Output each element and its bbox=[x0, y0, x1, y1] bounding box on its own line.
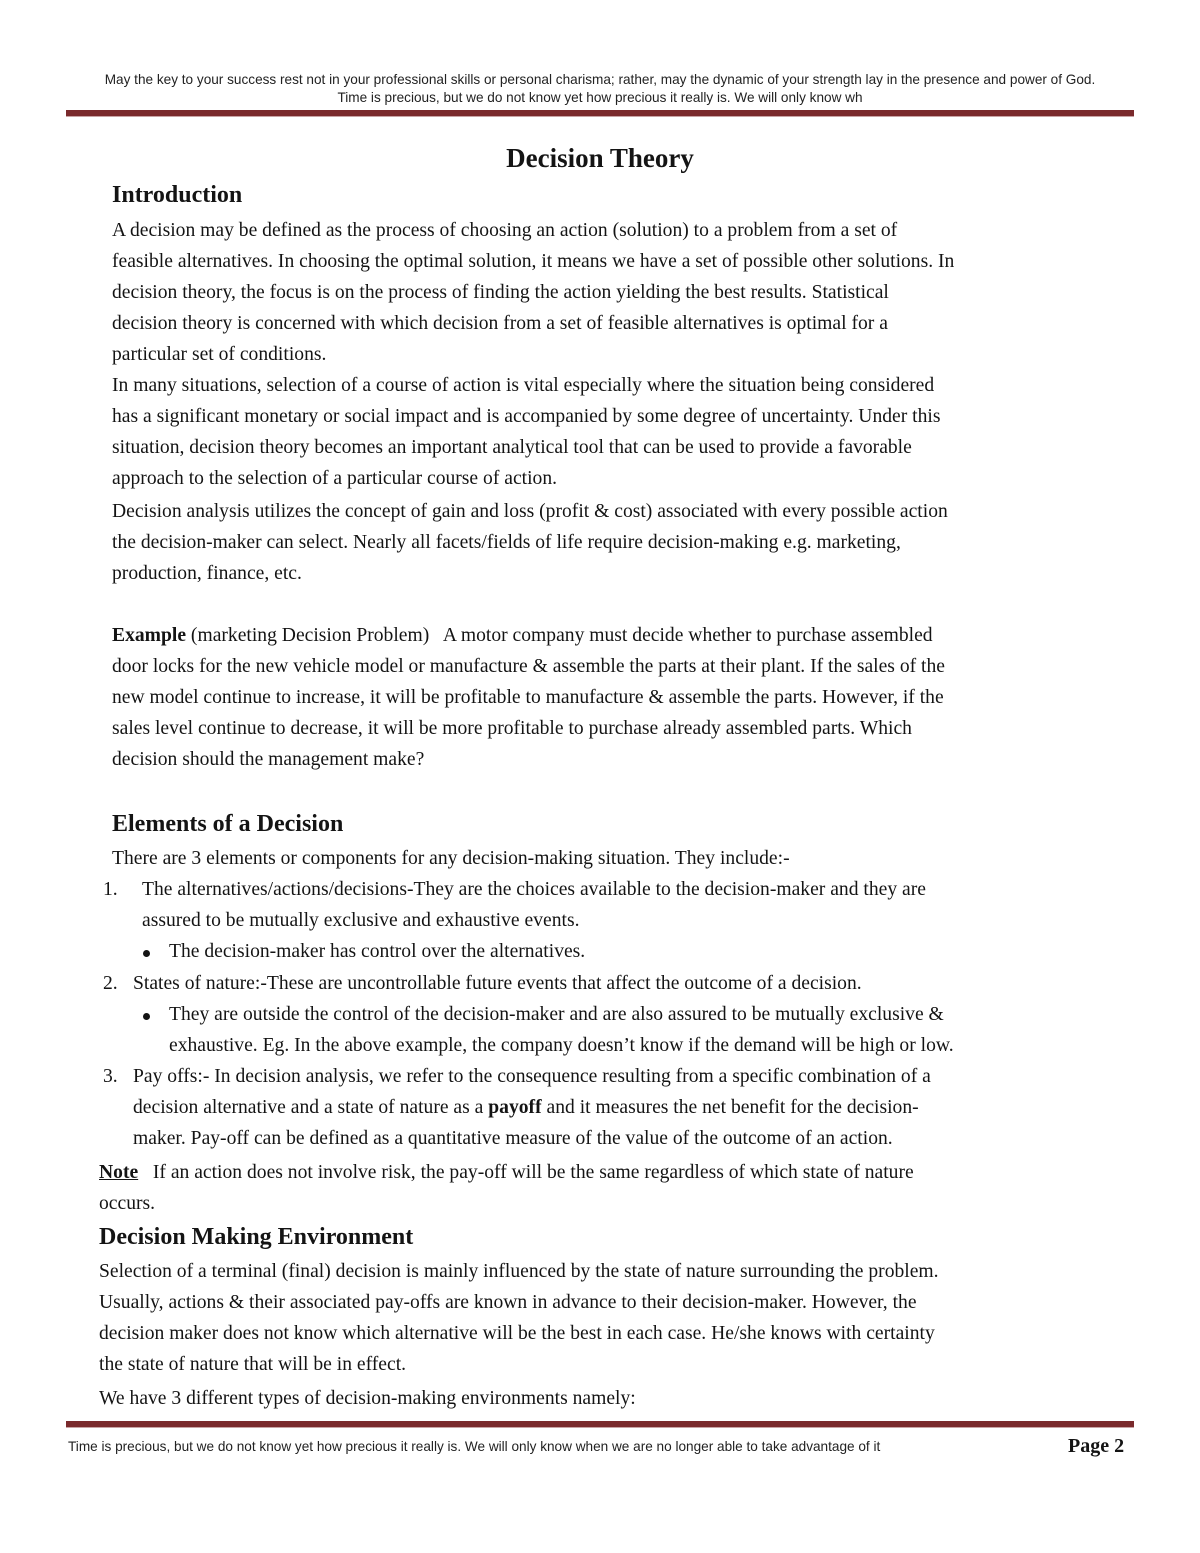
list-number-2: 2. bbox=[103, 973, 118, 994]
text-segment: and it measures the net benefit for the decision- bbox=[541, 1097, 919, 1118]
footer-text: Time is precious, but we do not know yet how precious it really is. We will only know when we are no longer able to take advantage of it bbox=[68, 1439, 881, 1454]
text-line: decision should the management make? bbox=[112, 749, 425, 770]
text-line: Decision analysis utilizes the concept of gain and loss (profit & cost) associated with every possible action bbox=[112, 501, 948, 522]
text-line: occurs. bbox=[99, 1193, 156, 1214]
text-line bbox=[133, 1092, 1163, 1123]
list-item-1 bbox=[142, 874, 1172, 936]
text-line: the state of nature that will be in effect. bbox=[99, 1354, 407, 1375]
text-line: decision maker does not know which alternative will be the best in each case. He/she knows with certainty bbox=[99, 1323, 935, 1344]
environment-heading: Decision Making Environment bbox=[99, 1224, 414, 1250]
text-line: exhaustive. Eg. In the above example, the company doesn’t know if the demand will be high or low. bbox=[169, 1035, 954, 1056]
text-line: assured to be mutually exclusive and exhaustive events. bbox=[142, 910, 580, 931]
list-item-2 bbox=[133, 968, 1163, 999]
footer-rule bbox=[66, 1421, 1134, 1428]
text-line: Selection of a terminal (final) decision is mainly influenced by the state of nature surrounding the problem. bbox=[99, 1261, 939, 1282]
text-line: production, finance, etc. bbox=[112, 563, 302, 584]
text-line: We have 3 different types of decision-making environments namely: bbox=[99, 1388, 636, 1409]
environment-last-line bbox=[99, 1383, 1129, 1414]
text-line: sales level continue to decrease, it will be more profitable to purchase already assembled parts. Which bbox=[112, 718, 912, 739]
note-paragraph bbox=[99, 1157, 1129, 1219]
example-line-1: (marketing Decision Problem) A motor company must decide whether to purchase assembled bbox=[186, 625, 933, 646]
text-line: situation, decision theory becomes an important analytical tool that can be used to provide a favorable bbox=[112, 437, 912, 458]
text-line: decision theory is concerned with which decision from a set of feasible alternatives is optimal for a bbox=[112, 313, 888, 334]
list-number-1: 1. bbox=[103, 879, 118, 900]
text-line: door locks for the new vehicle model or manufacture & assemble the parts at their plant. If the sales of the bbox=[112, 656, 945, 677]
page-number: Page 2 bbox=[1068, 1435, 1125, 1457]
text-line: decision theory, the focus is on the process of finding the action yielding the best results. Statistical bbox=[112, 282, 889, 303]
text-line: There are 3 elements or components for any decision-making situation. They include:- bbox=[112, 848, 790, 869]
elements-heading: Elements of a Decision bbox=[112, 811, 344, 837]
text-line: In many situations, selection of a course of action is vital especially where the situation being considered bbox=[112, 375, 935, 396]
intro-heading: Introduction bbox=[112, 182, 243, 208]
text-line: They are outside the control of the decision-maker and are also assured to be mutually exclusive & bbox=[169, 1004, 944, 1025]
intro-paragraph-2 bbox=[112, 370, 1142, 494]
list-number-3: 3. bbox=[103, 1066, 118, 1087]
environment-paragraph bbox=[99, 1256, 1129, 1380]
text-line: maker. Pay-off can be defined as a quantitative measure of the value of the outcome of an action. bbox=[133, 1128, 893, 1149]
text-line: feasible alternatives. In choosing the optimal solution, it means we have a set of possible other solutions. In bbox=[112, 251, 955, 272]
list-item-3 bbox=[133, 1061, 1163, 1154]
text-line: the decision-maker can select. Nearly all facets/fields of life require decision-making e.g. marketing, bbox=[112, 532, 901, 553]
payoff-term: payoff bbox=[488, 1097, 542, 1118]
text-line: new model continue to increase, it will be profitable to manufacture & assemble the parts. However, if the bbox=[112, 687, 944, 708]
text-line: The alternatives/actions/decisions-They are the choices available to the decision-maker and they are bbox=[142, 879, 926, 900]
note-label: Note bbox=[99, 1162, 139, 1183]
list-item-2-bullet bbox=[169, 999, 1199, 1061]
text-line: Pay offs:- In decision analysis, we refer to the consequence resulting from a specific combination of a bbox=[133, 1066, 931, 1087]
example-paragraph bbox=[112, 620, 1142, 775]
header-line-1: May the key to your success rest not in your professional skills or personal charisma; rather, may the dynamic of your strength lay in the presence and power of God. bbox=[104, 72, 1096, 87]
text-line: The decision-maker has control over the alternatives. bbox=[169, 941, 586, 962]
note-text: If an action does not involve risk, the pay-off will be the same regardless of which state of nature bbox=[138, 1162, 914, 1183]
text-line: particular set of conditions. bbox=[112, 344, 327, 365]
header-rule bbox=[66, 110, 1134, 117]
text-line: has a significant monetary or social impact and is accompanied by some degree of uncertainty. Under this bbox=[112, 406, 941, 427]
bullet-icon bbox=[143, 950, 150, 957]
header-line-2: Time is precious, but we do not know yet how precious it really is. We will only know wh bbox=[337, 90, 863, 105]
text-line: approach to the selection of a particular course of action. bbox=[112, 468, 558, 489]
text-line bbox=[112, 620, 1142, 651]
text-line: Usually, actions & their associated pay-offs are known in advance to their decision-maker. However, the bbox=[99, 1292, 917, 1313]
page-title: Decision Theory bbox=[506, 143, 694, 173]
text-line: States of nature:-These are uncontrollable future events that affect the outcome of a decision. bbox=[133, 973, 862, 994]
intro-paragraph-3 bbox=[112, 496, 1142, 589]
example-label: Example bbox=[112, 625, 187, 646]
text-segment: decision alternative and a state of nature as a bbox=[133, 1097, 489, 1118]
text-line bbox=[99, 1157, 1129, 1188]
text-line: A decision may be defined as the process of choosing an action (solution) to a problem from a set of bbox=[112, 220, 898, 241]
bullet-icon bbox=[143, 1013, 150, 1020]
elements-intro bbox=[112, 843, 1142, 874]
list-item-1-bullet bbox=[169, 936, 1199, 967]
intro-paragraph-1 bbox=[112, 215, 1142, 370]
